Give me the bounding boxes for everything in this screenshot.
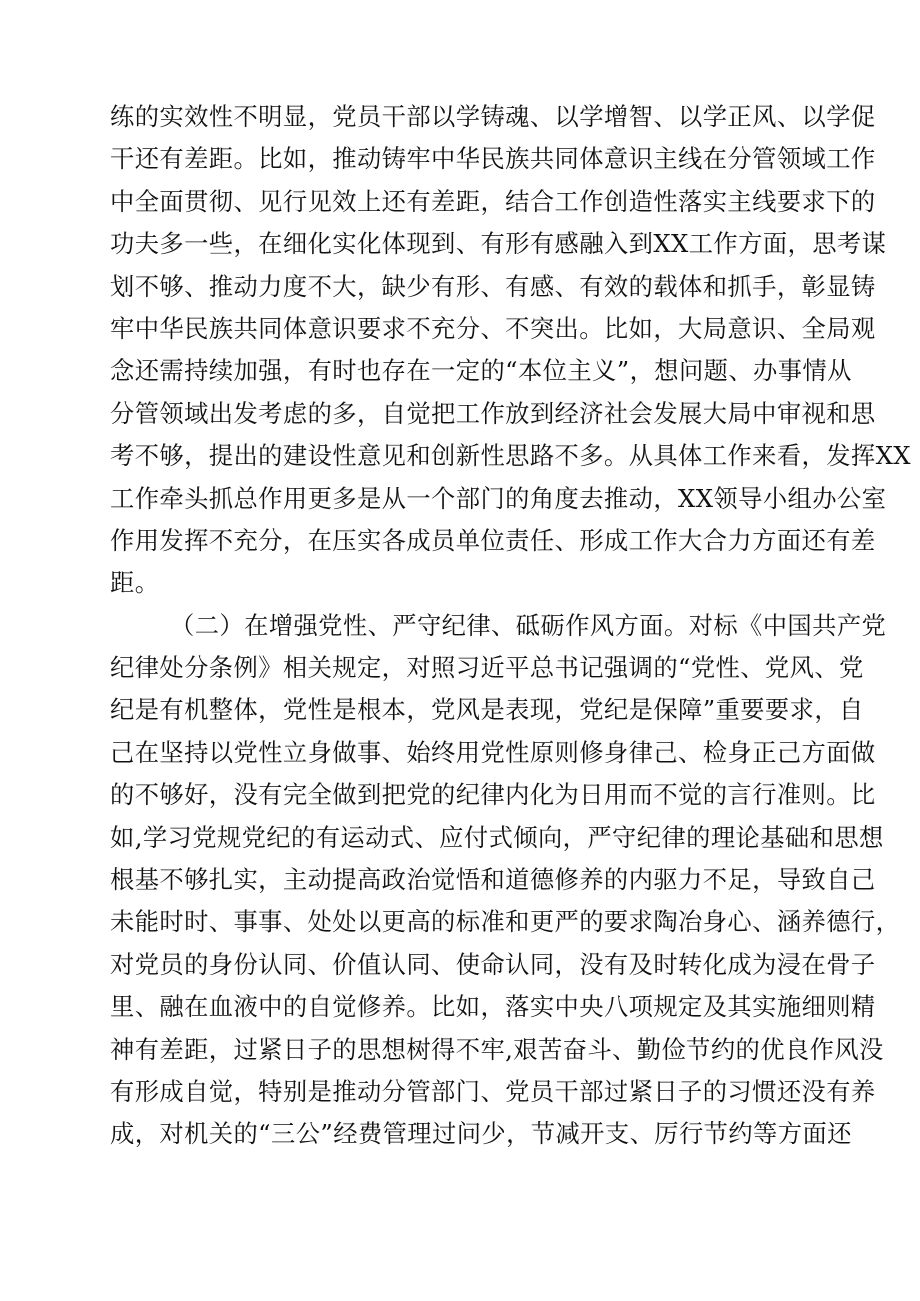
text-line: 练的实效性不明显，党员干部以学铸魂、以学增智、以学正风、以学促 xyxy=(110,102,876,131)
text-line: （二）在增强党性、严守纪律、砥砺作风方面。对标《中国共产党 xyxy=(170,610,887,640)
text-line: 干还有差距。比如，推动铸牢中华民族共同体意识主线在分管领域工作 xyxy=(110,144,876,174)
text-line: 的不够好，没有完全做到把党的纪律内化为日用而不觉的言行准则。比 xyxy=(110,780,876,810)
text-line: 如,学习党规党纪的有运动式、应付式倾向，严守纪律的理论基础和思想 xyxy=(110,822,884,852)
text-line: 念还需持续加强，有时也存在一定的“本位主义”，想问题、办事情从 xyxy=(110,356,852,386)
text-line: 纪律处分条例》相关规定，对照习近平总书记强调的“党性、党风、党 xyxy=(110,653,864,683)
text-line: 划不够、推动力度不大，缺少有形、有感、有效的载体和抓手，彰显铸 xyxy=(110,271,876,301)
paragraph-2 xyxy=(110,605,901,1156)
text-line: 距。 xyxy=(110,568,160,598)
text-line: 考不够，提出的建设性意见和创新性思路不多。从具体工作来看，发挥XX xyxy=(110,441,911,471)
text-line: 未能时时、事事、处处以更高的标准和更严的要求陶冶身心、涵养德行， xyxy=(110,907,901,937)
text-line: 纪是有机整体，党性是根本，党风是表现，党纪是保障”重要要求，自 xyxy=(110,695,864,725)
text-line: 分管领域出发考虑的多，自觉把工作放到经济社会发展大局中审视和思 xyxy=(110,398,876,428)
text-line: 成，对机关的“三公”经费管理过问少，节减开支、厉行节约等方面还 xyxy=(110,1119,852,1149)
text-line: 根基不够扎实，主动提高政治觉悟和道德修养的内驱力不足，导致自己 xyxy=(110,865,876,895)
text-line: 里、融在血液中的自觉修养。比如，落实中央八项规定及其实施细则精 xyxy=(110,992,876,1022)
text-line: 中全面贯彻、见行见效上还有差距，结合工作创造性落实主线要求下的 xyxy=(110,186,876,216)
text-line: 有形成自觉，特别是推动分管部门、党员干部过紧日子的习惯还没有养 xyxy=(110,1076,876,1106)
text-line: 工作牵头抓总作用更多是从一个部门的角度去推动，XX领导小组办公室 xyxy=(110,483,887,513)
document-body xyxy=(110,96,911,1156)
paragraph-1 xyxy=(110,96,911,605)
text-line: 功夫多一些，在细化实化体现到、有形有感融入到XX工作方面，思考谋 xyxy=(110,229,887,259)
text-line: 对党员的身份认同、价值认同、使命认同，没有及时转化成为浸在骨子 xyxy=(110,949,876,979)
text-line: 作用发挥不充分，在压实各成员单位责任、形成工作大合力方面还有差 xyxy=(110,525,876,555)
text-line: 己在坚持以党性立身做事、始终用党性原则修身律己、检身正己方面做 xyxy=(110,737,876,767)
text-line: 牢中华民族共同体意识要求不充分、不突出。比如，大局意识、全局观 xyxy=(110,313,876,343)
text-line: 神有差距，过紧日子的思想树得不牢,艰苦奋斗、勤俭节约的优良作风没 xyxy=(110,1034,884,1064)
